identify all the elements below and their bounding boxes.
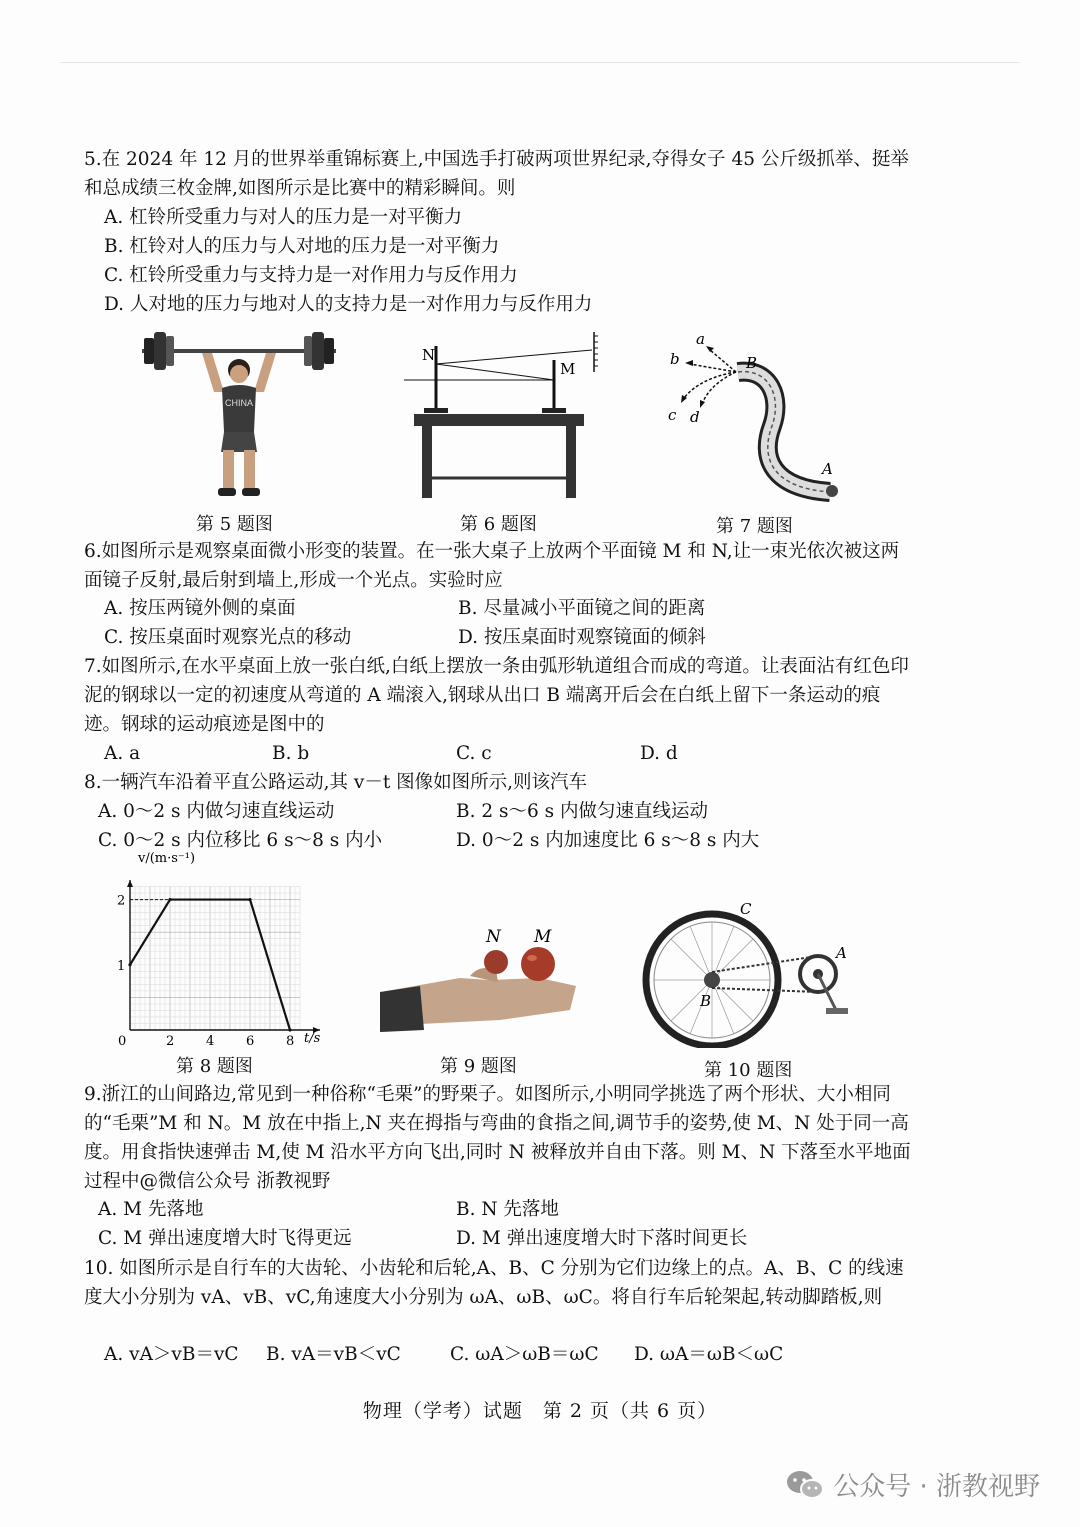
- question-6-stem: 6.如图所示是观察桌面微小形变的装置。在一张大桌子上放两个平面镜 M 和 N,让一束光依次被这两面镜子反射,最后射到墙上,形成一个光点。实验时应: [84, 541, 900, 591]
- chestnut-m-label: M: [534, 927, 552, 947]
- mirror-m-label: M: [560, 360, 576, 378]
- question-6-option-a: A. 按压两镜外侧的桌面: [104, 598, 296, 619]
- chart-x-axis-label: t/s: [304, 1031, 321, 1046]
- chart-ticks: [117, 894, 294, 1046]
- figure-10-caption: 第 10 题图: [704, 1060, 793, 1081]
- point-a-label: A: [822, 460, 833, 478]
- trace-d-label: d: [690, 408, 700, 426]
- velocity-time-chart: [108, 846, 338, 1046]
- wechat-watermark: [785, 1466, 1040, 1503]
- question-10-option-a: A. vA＞vB＝vC: [104, 1344, 239, 1365]
- trace-c-label: c: [668, 406, 677, 424]
- question-5-stem: 5.在 2024 年 12 月的世界举重锦标赛上,中国选手打破两项世界纪录,夺得女子 45 公斤级抓举、挺举和总成绩三枚金牌,如图所示是比赛中的精彩瞬间。则: [84, 149, 909, 199]
- y-axis-arrow: [127, 880, 133, 887]
- x-tick-label: 4: [206, 1034, 215, 1046]
- question-5-option-b: B. 杠铃对人的压力与人对地的压力是一对平衡力: [104, 236, 500, 257]
- figure-7-caption: 第 7 题图: [716, 516, 793, 537]
- question-7-option-a: A. a: [104, 743, 141, 764]
- wechat-icon: [785, 1468, 825, 1502]
- trace-b-label: b: [670, 350, 680, 368]
- question-8: [84, 768, 914, 797]
- question-8-option-b: B. 2 s～6 s 内做匀速直线运动: [456, 801, 709, 822]
- question-5-option-d: D. 人对地的压力与地对人的支持力是一对作用力与反作用力: [104, 294, 593, 315]
- trace-a-label: a: [696, 330, 705, 348]
- figure-6-caption: 第 6 题图: [460, 514, 537, 535]
- question-8-option-c: C. 0～2 s 内位移比 6 s～8 s 内小: [98, 830, 383, 851]
- question-5-option-c: C. 杠铃所受重力与支持力是一对作用力与反作用力: [104, 265, 518, 286]
- chestnut-n-label: N: [486, 927, 501, 947]
- question-9-stem: 9.浙江的山间路边,常见到一种俗称“毛栗”的野栗子。如图所示,小明同学挑选了两个形状、大小相同的“毛栗”M 和 N。M 放在中指上,N 夹在拇指与弯曲的食指之间,调节手的姿势,使 M、N 处于同一高度。用食指快速弹击 M,使 M 沿水平方向飞出,同时 N 被释放并自由下落。则 M、N 下落至水平地面过程中@微信公众号 浙教视野: [84, 1084, 911, 1192]
- question-6-option-c: C. 按压桌面时观察光点的移动: [104, 627, 352, 648]
- figure-9-caption: 第 9 题图: [440, 1056, 517, 1077]
- question-5: [84, 145, 914, 203]
- x-tick-label: 2: [166, 1034, 175, 1046]
- question-6-option-d: D. 按压桌面时观察镜面的倾斜: [458, 627, 706, 648]
- top-rule: [60, 62, 1020, 63]
- question-7-option-d: D. d: [640, 743, 678, 764]
- chart-grid: [130, 887, 300, 1030]
- point-b-label: B: [746, 354, 758, 372]
- question-9-option-b: B. N 先落地: [456, 1199, 559, 1220]
- point-b-label: B: [700, 992, 712, 1010]
- curved-track-figure: [660, 328, 850, 506]
- hand-chestnut-figure: [380, 920, 580, 1046]
- shirt-text: CHINA: [224, 398, 254, 408]
- x-tick-label: 6: [246, 1034, 255, 1046]
- question-9-option-d: D. M 弹出速度增大时下落时间更长: [456, 1228, 748, 1249]
- question-8-stem: 8.一辆汽车沿着平直公路运动,其 v－t 图像如图所示,则该汽车: [84, 772, 588, 793]
- question-6-option-b: B. 尽量减小平面镜之间的距离: [458, 598, 706, 619]
- data-point: [128, 963, 131, 966]
- question-7: [84, 652, 914, 739]
- question-8-option-a: A. 0～2 s 内做匀速直线运动: [98, 801, 335, 822]
- point-c-label: C: [740, 900, 752, 918]
- mirror-n-label: N: [422, 346, 436, 364]
- question-9-option-a: A. M 先落地: [98, 1199, 204, 1220]
- question-7-option-c: C. c: [456, 743, 492, 764]
- x-tick-label: 0: [118, 1034, 127, 1046]
- y-tick-label: 1: [117, 958, 126, 974]
- question-9-option-c: C. M 弹出速度增大时飞得更远: [98, 1228, 352, 1249]
- y-tick-label: 2: [117, 893, 126, 909]
- point-a-label: A: [836, 944, 847, 962]
- data-point: [288, 1028, 291, 1031]
- question-10-option-d: D. ωA＝ωB＜ωC: [634, 1344, 784, 1365]
- data-point: [248, 898, 251, 901]
- chart-axes: [127, 880, 320, 1033]
- figure-8-caption: 第 8 题图: [176, 1056, 253, 1077]
- question-9: [84, 1080, 914, 1196]
- question-7-stem: 7.如图所示,在水平桌面上放一张白纸,白纸上摆放一条由弧形轨道组合而成的弯道。让表面沾有红色印泥的钢球以一定的初速度从弯道的 A 端滚入,钢球从出口 B 端离开后会在白纸上留下一条运动的痕迹。钢球的运动痕迹是图中的: [84, 656, 909, 735]
- question-10-option-c: C. ωA＞ωB＝ωC: [450, 1344, 599, 1365]
- question-5-option-a: A. 杠铃所受重力与对人的压力是一对平衡力: [104, 207, 463, 228]
- mirror-deformation-figure: [400, 328, 610, 500]
- data-point: [168, 898, 171, 901]
- bicycle-gears-figure: [640, 898, 860, 1048]
- page-footer: 物理（学考）试题 第 2 页（共 6 页）: [362, 1400, 718, 1422]
- weightlifter-figure: [134, 322, 344, 502]
- question-6: [84, 537, 914, 595]
- question-7-option-b: B. b: [272, 743, 310, 764]
- watermark-text: 公众号 · 浙教视野: [833, 1472, 1040, 1502]
- question-10: [84, 1254, 914, 1312]
- figure-5-caption: 第 5 题图: [196, 514, 273, 535]
- question-10-stem: 10. 如图所示是自行车的大齿轮、小齿轮和后轮,A、B、C 分别为它们边缘上的点。A、B、C 的线速度大小分别为 vA、vB、vC,角速度大小分别为 ωA、ωB、ωC。将自行车后轮架起,转动脚踏板,则: [84, 1258, 904, 1308]
- x-tick-label: 8: [286, 1034, 295, 1046]
- question-10-option-b: B. vA＝vB＜vC: [266, 1344, 401, 1365]
- chart-y-axis-label: v/(m·s⁻¹): [138, 851, 196, 866]
- question-8-option-d: D. 0～2 s 内加速度比 6 s～8 s 内大: [456, 830, 760, 851]
